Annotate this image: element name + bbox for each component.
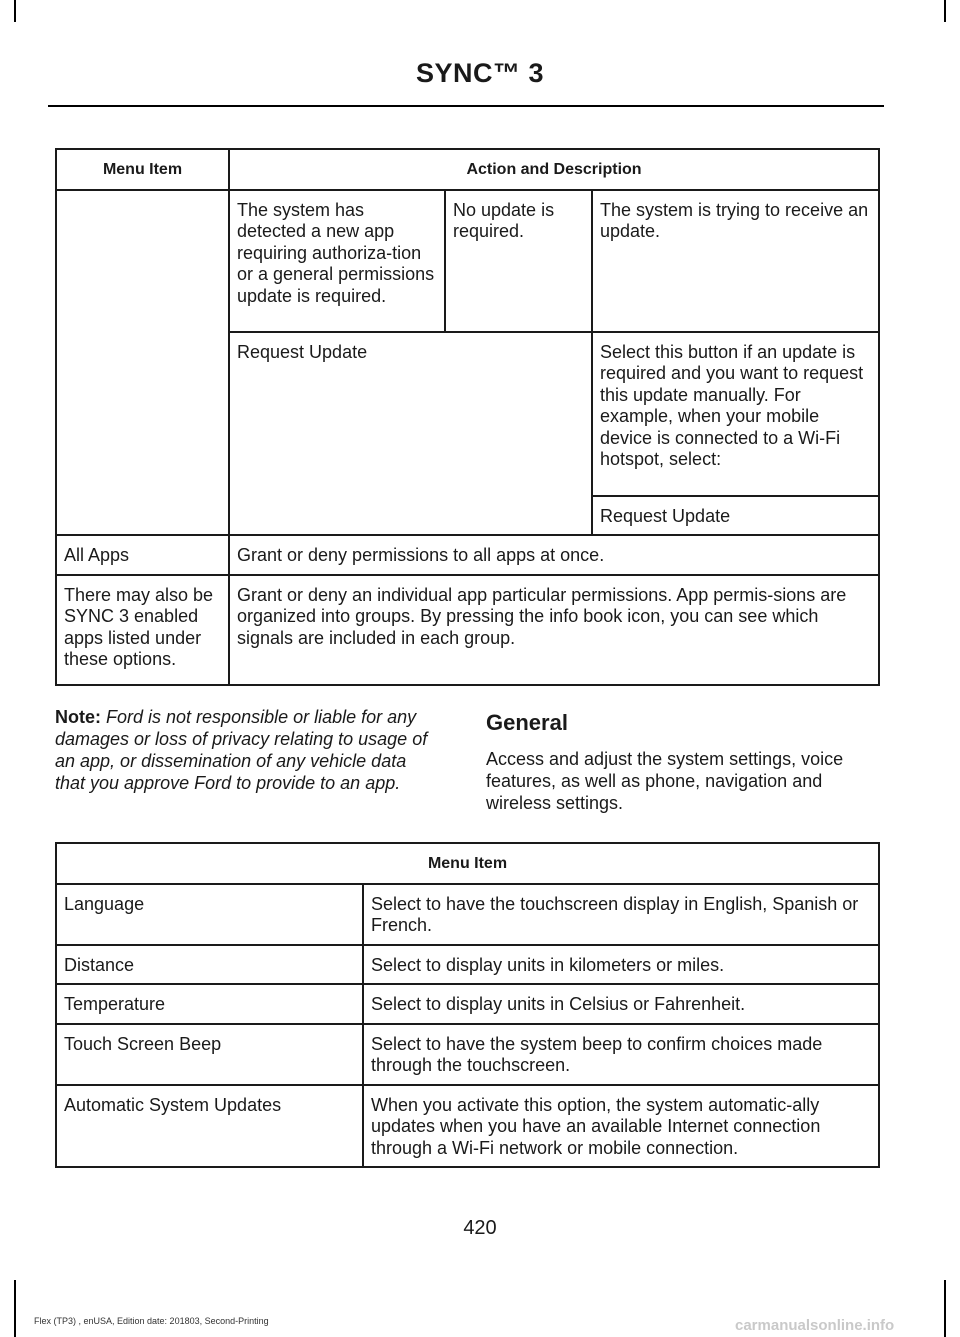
table-cell-empty — [56, 190, 229, 536]
table-cell: Select this button if an update is required and you want to request this update manually. For example, when your mobile device is connected to a Wi-Fi hotspot, select: — [592, 332, 879, 496]
table-row — [56, 535, 879, 575]
watermark: carmanualsonline.info — [735, 1317, 895, 1334]
table-row — [56, 884, 879, 945]
table-cell: The system has detected a new app requiring authoriza-tion or a general permissions update is required. — [229, 190, 445, 332]
crop-mark — [944, 1280, 946, 1337]
header-divider — [48, 105, 884, 107]
table-cell: All Apps — [56, 535, 229, 575]
page-title: SYNC™ 3 — [415, 58, 545, 88]
table-row — [56, 1024, 879, 1085]
crop-mark — [944, 0, 946, 22]
table-row — [56, 984, 879, 1024]
table-row — [56, 575, 879, 685]
column-header-menu-item: Menu Item — [56, 843, 879, 884]
table-cell: Automatic System Updates — [56, 1085, 363, 1168]
table-cell: Temperature — [56, 984, 363, 1024]
column-header-action: Action and Description — [229, 149, 879, 190]
table-cell: Request Update — [592, 496, 879, 536]
table-cell: Grant or deny permissions to all apps at once. — [229, 535, 879, 575]
table-cell: No update is required. — [445, 190, 592, 332]
table-cell: Request Update — [229, 332, 592, 536]
footer-edition: Flex (TP3) , enUSA, Edition date: 201803, Second-Printing — [34, 1316, 269, 1326]
section-body-general: Access and adjust the system settings, voice features, as well as phone, navigation and wireless settings. — [486, 749, 844, 813]
table-cell: Select to have the touchscreen display in English, Spanish or French. — [363, 884, 879, 945]
table-cell: There may also be SYNC 3 enabled apps listed under these options. — [56, 575, 229, 685]
crop-mark — [14, 1280, 16, 1337]
table-cell: Grant or deny an individual app particular permissions. App permis-sions are organized into groups. By pressing the info book icon, you can see which signals are included in each group. — [229, 575, 879, 685]
table-cell: When you activate this option, the system automatic-ally updates when you have an available Internet connection through a Wi-Fi network or mobile connection. — [363, 1085, 879, 1168]
column-header-menu-item: Menu Item — [56, 149, 229, 190]
section-heading-general: General — [486, 710, 568, 735]
note-paragraph — [55, 706, 435, 794]
table-cell: Language — [56, 884, 363, 945]
table-header-row — [56, 149, 879, 190]
table-cell: Select to display units in Celsius or Fahrenheit. — [363, 984, 879, 1024]
permissions-table — [55, 148, 880, 686]
table-cell: Touch Screen Beep — [56, 1024, 363, 1085]
table-header-row — [56, 843, 879, 884]
page-number: 420 — [463, 1217, 497, 1239]
crop-mark — [14, 0, 16, 22]
general-settings-table — [55, 842, 880, 1168]
note-text: Ford is not responsible or liable for any damages or loss of privacy relating to usage of an app, or dissemination of any vehicle data that you approve Ford to provide to an app. — [55, 707, 428, 793]
table-row — [56, 190, 879, 332]
table-cell: Select to display units in kilometers or miles. — [363, 945, 879, 985]
table-row — [56, 945, 879, 985]
table-cell: Distance — [56, 945, 363, 985]
table-cell: Select to have the system beep to confirm choices made through the touchscreen. — [363, 1024, 879, 1085]
table-row — [56, 1085, 879, 1168]
table-cell: The system is trying to receive an update. — [592, 190, 879, 332]
note-label: Note: — [55, 707, 101, 727]
